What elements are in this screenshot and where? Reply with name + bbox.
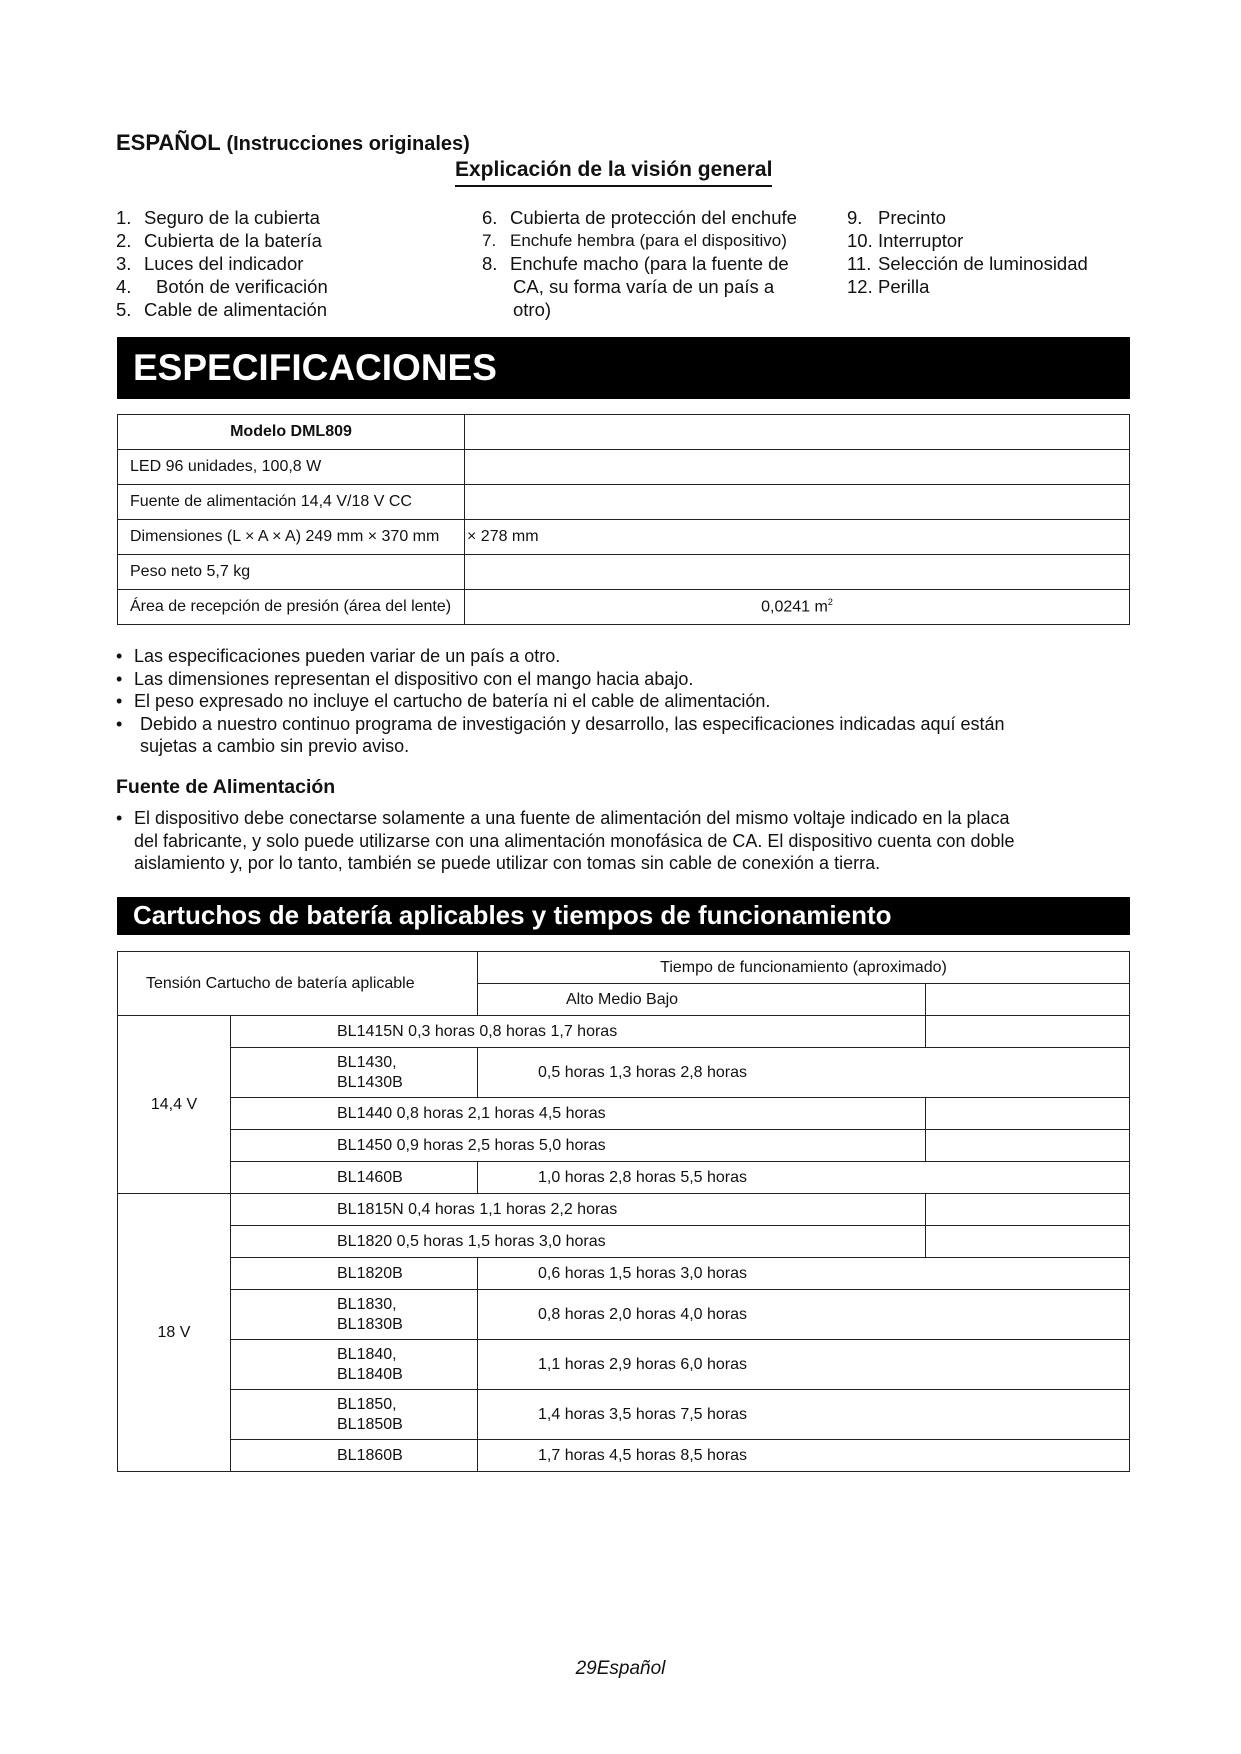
runtime-cell: 1,0 horas 2,8 horas 5,5 horas — [478, 1162, 1130, 1194]
header-levels: Alto Medio Bajo — [478, 984, 926, 1016]
overview-item-continued: otro) — [513, 299, 552, 320]
value-cell — [465, 415, 1130, 450]
spec-label: Peso neto 5,7 kg — [118, 555, 465, 590]
overview-item: 5. Cable de alimentación — [116, 299, 328, 320]
language-subtitle: (Instrucciones originales) — [226, 133, 470, 155]
table-row — [118, 1130, 1130, 1162]
note-item: • El peso expresado no incluye el cartucho de batería ni el cable de alimentación. — [116, 691, 771, 711]
overview-item: 7. Enchufe hembra (para el dispositivo) — [482, 231, 787, 250]
empty-cell — [926, 1016, 1130, 1048]
note-item: • Las especificaciones pueden variar de un país a otro. — [116, 646, 561, 666]
overview-item: 10. Interruptor — [847, 230, 964, 251]
table-row — [118, 1016, 1130, 1048]
runtime-cell: 1,4 horas 3,5 horas 7,5 horas — [478, 1390, 1130, 1440]
empty-cell — [926, 1194, 1130, 1226]
overview-item: 3. Luces del indicador — [116, 253, 304, 274]
battery-table — [117, 951, 1130, 1472]
bullet-icon: • — [116, 713, 123, 734]
power-line: aislamiento y, por lo tanto, también se puede utilizar con tomas sin cable de conexión a tierra. — [134, 853, 881, 873]
overview-item: 1. Seguro de la cubierta — [116, 207, 320, 228]
voltage-cell: 14,4 V — [118, 1016, 231, 1194]
overview-item-continued: CA, su forma varía de un país a — [513, 276, 775, 297]
table-row — [118, 520, 1130, 555]
table-row — [118, 485, 1130, 520]
overview-item: 11. Selección de luminosidad — [847, 253, 1088, 274]
table-row — [118, 450, 1130, 485]
language-label: ESPAÑOL — [116, 130, 221, 155]
table-row — [118, 1290, 1130, 1340]
spec-value — [465, 555, 1130, 590]
empty-cell — [926, 1098, 1130, 1130]
overview-column-3 — [847, 206, 1088, 298]
table-header-row — [118, 952, 1130, 984]
battery-model-cell: BL1415N 0,3 horas 0,8 horas 1,7 horas — [231, 1016, 926, 1048]
spec-label: Área de recepción de presión (área del lente) — [118, 590, 465, 625]
bullet-icon: • — [116, 646, 123, 666]
table-row — [118, 1390, 1130, 1440]
power-section-text — [116, 807, 1015, 875]
note-item: • Debido a nuestro continuo programa de investigación y desarrollo, las especificaciones indicadas aquí están — [116, 713, 1005, 734]
overview-item: 9. Precinto — [847, 207, 946, 228]
power-line: • El dispositivo debe conectarse solamente a una fuente de alimentación del mismo voltaje indicado en la placa — [116, 808, 1010, 828]
table-row — [118, 1098, 1130, 1130]
header-time: Tiempo de funcionamiento (aproximado) — [478, 952, 1130, 984]
runtime-cell: 0,5 horas 1,3 horas 2,8 horas — [478, 1048, 1130, 1098]
battery-model-cell: BL1850, BL1850B — [231, 1390, 478, 1440]
table-row — [118, 1226, 1130, 1258]
note-item-continued: sujetas a cambio sin previo aviso. — [140, 736, 410, 756]
voltage-cell: 18 V — [118, 1194, 231, 1472]
spec-value — [465, 450, 1130, 485]
battery-model-cell: BL1815N 0,4 horas 1,1 horas 2,2 horas — [231, 1194, 926, 1226]
table-row — [118, 1162, 1130, 1194]
table-row — [118, 590, 1130, 625]
runtime-cell: 1,1 horas 2,9 horas 6,0 horas — [478, 1340, 1130, 1390]
table-row — [118, 1440, 1130, 1472]
battery-model-cell: BL1450 0,9 horas 2,5 horas 5,0 horas — [231, 1130, 926, 1162]
runtime-cell: 1,7 horas 4,5 horas 8,5 horas — [478, 1440, 1130, 1472]
battery-model-cell: BL1820 0,5 horas 1,5 horas 3,0 horas — [231, 1226, 926, 1258]
overview-item: 12. Perilla — [847, 276, 930, 297]
page-footer: 29Español — [575, 1658, 666, 1679]
note-item: • Las dimensiones representan el dispositivo con el mango hacia abajo. — [116, 668, 694, 689]
specifications-banner: ESPECIFICACIONES — [117, 337, 1130, 399]
spec-label: LED 96 unidades, 100,8 W — [118, 450, 465, 485]
empty-cell — [926, 1130, 1130, 1162]
page-language-title — [116, 130, 470, 156]
battery-model-cell: BL1460B — [231, 1162, 478, 1194]
battery-banner: Cartuchos de batería aplicables y tiempos de funcionamiento — [117, 897, 1130, 935]
battery-model-cell: BL1830, BL1830B — [231, 1290, 478, 1340]
spec-value — [465, 485, 1130, 520]
overview-title: Explicación de la visión general — [455, 158, 772, 187]
battery-model-cell: BL1440 0,8 horas 2,1 horas 4,5 horas — [231, 1098, 926, 1130]
power-section-title: Fuente de Alimentación — [116, 776, 336, 798]
bullet-icon: • — [116, 691, 123, 711]
spec-label: Fuente de alimentación 14,4 V/18 V CC — [118, 485, 465, 520]
battery-model-cell: BL1430, BL1430B — [231, 1048, 478, 1098]
table-row — [118, 1048, 1130, 1098]
overview-column-2 — [482, 206, 797, 321]
specifications-table — [117, 414, 1130, 625]
overview-item: 8. Enchufe macho (para la fuente de — [482, 253, 789, 274]
header-left: Tensión Cartucho de batería aplicable — [118, 952, 478, 1016]
battery-model-cell: BL1820B — [231, 1258, 478, 1290]
overview-column-1 — [116, 206, 328, 321]
power-line: del fabricante, y solo puede utilizarse con una alimentación monofásica de CA. El dispositivo cuenta con doble — [134, 830, 1015, 851]
spec-label: Dimensiones (L × A × A) 249 mm × 370 mm — [118, 520, 465, 555]
runtime-cell: 0,6 horas 1,5 horas 3,0 horas — [478, 1258, 1130, 1290]
runtime-cell: 0,8 horas 2,0 horas 4,0 horas — [478, 1290, 1130, 1340]
overview-item: 4. Botón de verificación — [116, 276, 328, 297]
model-cell: Modelo DML809 — [118, 415, 465, 450]
overview-item: 2. Cubierta de la batería — [116, 230, 322, 251]
spec-notes — [116, 645, 1005, 758]
overview-item: 6. Cubierta de protección del enchufe — [482, 207, 797, 228]
battery-model-cell: BL1840, BL1840B — [231, 1340, 478, 1390]
spec-value: × 278 mm — [465, 520, 1130, 555]
table-row — [118, 415, 1130, 450]
table-row — [118, 1340, 1130, 1390]
battery-model-cell: BL1860B — [231, 1440, 478, 1472]
table-row — [118, 1194, 1130, 1226]
empty-cell — [926, 984, 1130, 1016]
bullet-icon: • — [116, 668, 123, 689]
table-row — [118, 1258, 1130, 1290]
spec-value: 0,0241 $m^2$ — [465, 590, 1130, 625]
empty-cell — [926, 1226, 1130, 1258]
bullet-icon: • — [116, 808, 123, 828]
table-row — [118, 555, 1130, 590]
